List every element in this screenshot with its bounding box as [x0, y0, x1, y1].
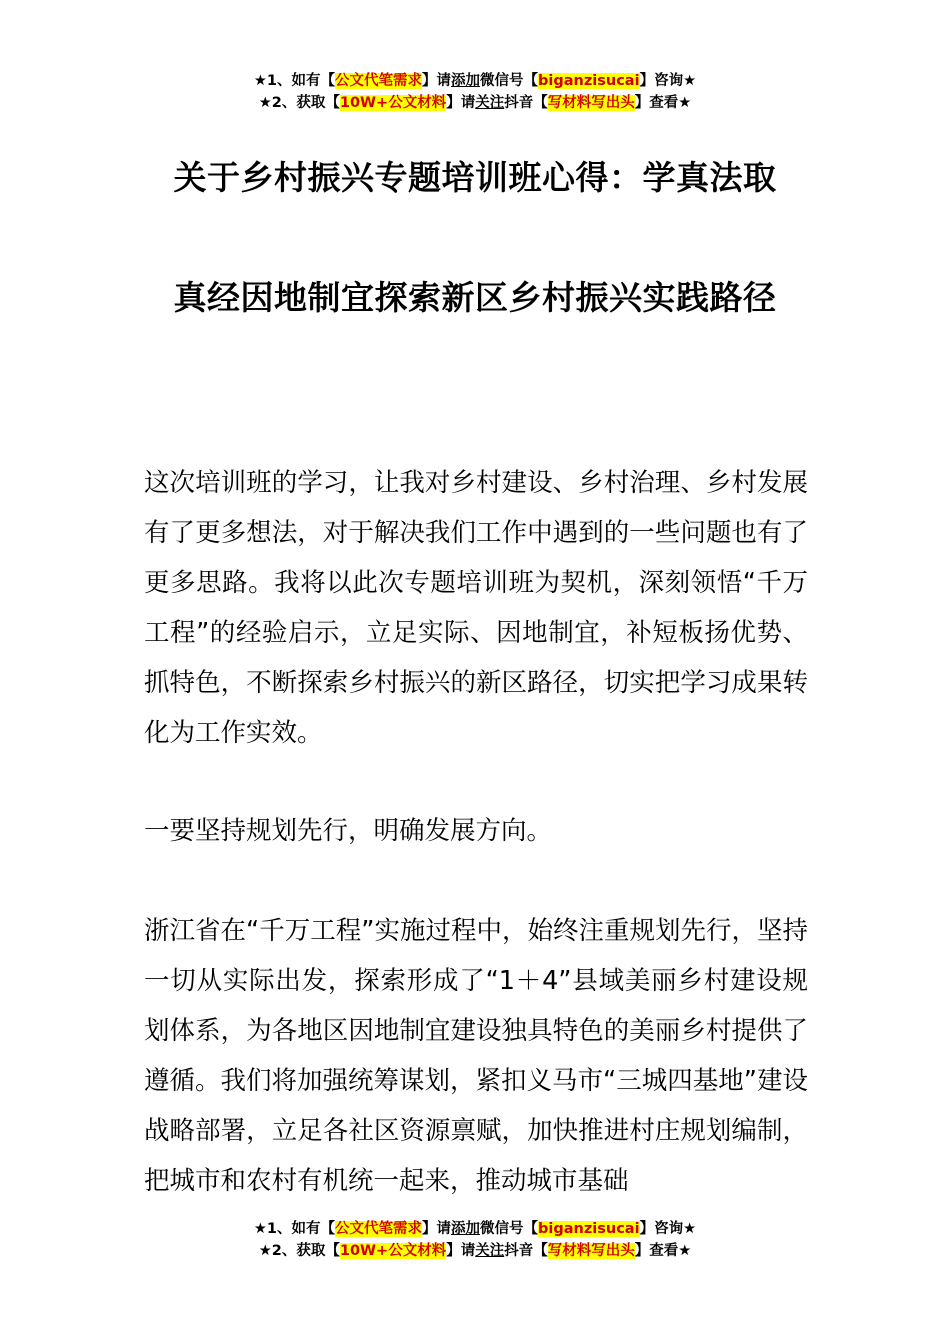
banner-wechat-id: biganzisucai [538, 73, 640, 89]
banner-highlight: 10W+公文材料 [339, 95, 447, 111]
banner-highlight: 公文代笔需求 [335, 1221, 423, 1237]
banner-highlight: 10W+公文材料 [339, 1243, 447, 1259]
section-heading: 一要坚持规划先行，明确发展方向。 [144, 816, 553, 846]
banner-text: 抖音【 [504, 1243, 548, 1259]
footer-banner [0, 1218, 950, 1262]
banner-text: ★1、如有【 [253, 73, 336, 89]
banner-text: ★2、获取【 [258, 1243, 340, 1259]
banner-text: 抖音【 [504, 95, 548, 111]
banner-text: ★1、如有【 [253, 1221, 336, 1237]
header-banner [0, 70, 950, 114]
banner-text: 】请 [446, 1243, 476, 1259]
banner-line-2 [0, 1240, 950, 1262]
banner-text: 】请 [422, 1221, 452, 1237]
banner-text: 】咨询★ [639, 73, 697, 89]
banner-text: ★2、获取【 [258, 95, 340, 111]
banner-text: 微信号【 [480, 73, 539, 89]
banner-text: 】查看★ [634, 1243, 692, 1259]
banner-text: 】请 [422, 73, 452, 89]
banner-text: 】查看★ [634, 95, 692, 111]
banner-line-2 [0, 92, 950, 114]
paragraph-text: 浙江省在“千万工程”实施过程中，始终注重规划先行，坚持一切从实际出发，探索形成了“1＋4”县域美丽乡村建设规划体系，为各地区因地制宜建设独具特色的美丽乡村提供了遵循。我们将加强统筹谋划，紧扣义马市“三城四基地”建设战略部署，立足各社区资源禀赋，加快推进村庄规划编制，把城市和农村有机统一起来，推动城市基础 [144, 916, 808, 1196]
banner-line-1 [0, 1218, 950, 1240]
banner-underline: 关注 [475, 95, 505, 111]
banner-underline: 添加 [451, 73, 481, 89]
document-title-line-2: 真经因地制宜探索新区乡村振兴实践路径 [173, 278, 777, 317]
body-paragraph-3 [144, 906, 808, 1206]
body-paragraph-1 [144, 458, 808, 758]
banner-douyin-id: 写材料写出头 [547, 95, 635, 111]
banner-wechat-id: biganzisucai [538, 1221, 640, 1237]
banner-text: 】请 [446, 95, 476, 111]
body-paragraph-2 [144, 806, 808, 856]
banner-line-1 [0, 70, 950, 92]
paragraph-text: 这次培训班的学习，让我对乡村建设、乡村治理、乡村发展有了更多想法，对于解决我们工作中遇到的一些问题也有了更多思路。我将以此次专题培训班为契机，深刻领悟“千万工程”的经验启示，立足实际、因地制宜，补短板扬优势、抓特色，不断探索乡村振兴的新区路径，切实把学习成果转化为工作实效。 [144, 468, 808, 748]
banner-text: 微信号【 [480, 1221, 539, 1237]
banner-douyin-id: 写材料写出头 [547, 1243, 635, 1259]
banner-underline: 关注 [475, 1243, 505, 1259]
banner-underline: 添加 [451, 1221, 481, 1237]
document-title-line-1: 关于乡村振兴专题培训班心得：学真法取 [173, 158, 777, 197]
banner-highlight: 公文代笔需求 [335, 73, 423, 89]
banner-text: 】咨询★ [639, 1221, 697, 1237]
